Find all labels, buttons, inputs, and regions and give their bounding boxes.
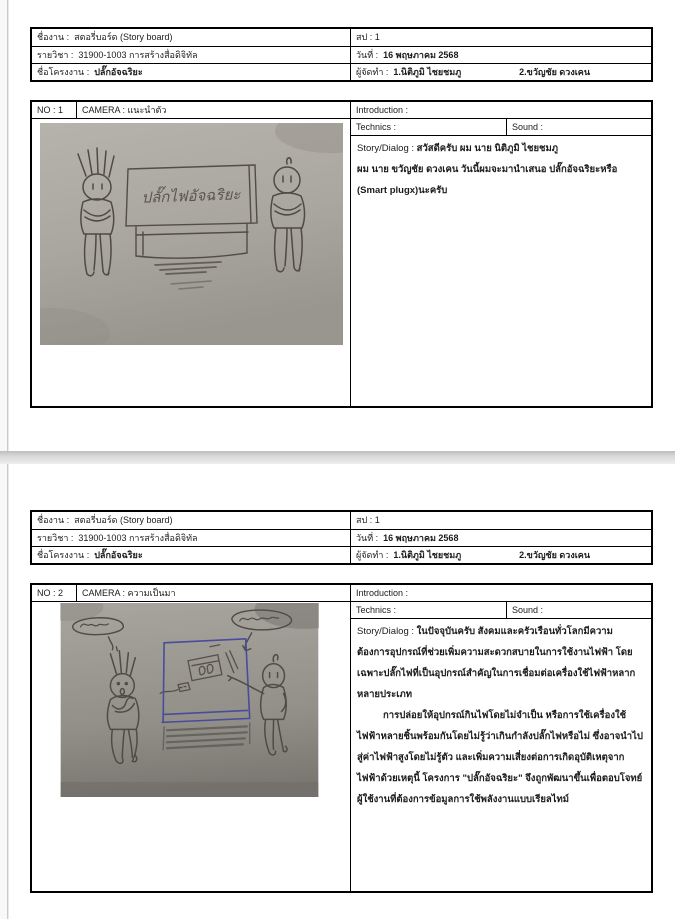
course-value: 31900-1003 การสร้างสื่อดิจิทัล — [78, 50, 198, 60]
date-cell — [351, 530, 651, 546]
dialog-label: Story/Dialog : — [357, 626, 415, 637]
episode-cell: สป : 1 — [356, 515, 380, 525]
dialog-line: ผม นาย ขวัญชัย ดวงเคน วันนี้ผมจะมานำเสนอ ปลั๊กอัจฉริยะหรือ — [357, 164, 618, 175]
episode-cell: สป : 1 — [356, 32, 380, 42]
course-label: รายวิชา : — [37, 50, 74, 60]
info-row-course — [32, 46, 651, 63]
project-value: ปลั๊กอัจฉริยะ — [94, 67, 143, 77]
info-table — [30, 510, 653, 565]
author-2: 2.ขวัญชัย ดวงเคน — [519, 550, 590, 560]
dialog-paragraph — [357, 621, 644, 705]
sketch-cell — [32, 602, 351, 891]
sound-cell: Sound : — [507, 602, 651, 619]
shot-number-cell: NO : 2 — [32, 585, 77, 602]
sketch-cell — [32, 119, 351, 406]
dialog-text: สวัสดีครับ ผม นาย นิติภูมิ ไชยชมภู — [416, 143, 558, 154]
project-cell — [32, 547, 351, 563]
dialog-cell — [351, 619, 651, 891]
technics-cell: Technics : — [351, 602, 507, 619]
dialog-cell — [351, 136, 651, 406]
camera-cell: CAMERA : ความเป็นมา — [77, 585, 351, 602]
date-cell — [351, 47, 651, 63]
date-value: 16 พฤษภาคม 2568 — [383, 533, 459, 543]
page-2 — [9, 464, 675, 919]
dialog-paragraph: การปล่อยให้อุปกรณ์กินไฟโดยไม่จำเป็น หรือการใช้เครื่องใช้ไฟฟ้าหลายชิ้นพร้อมกันโดยไม่รู้ว่าเกินกำลังปลั๊กไฟหรือไม่ ซึ่งอาจนำไปสู่ค่าไฟฟ้าสูงโดยไม่รู้ตัว และเพิ่มความเสี่ยงต่อการเกิดอุบัติเหตุจากไฟฟ้าด้วยเหตุนี้ โครงการ "ปลั๊กอัจฉริยะ" จึงถูกพัฒนาขึ้นเพื่อตอบโจทย์ผู้ใช้งานที่ต้องการข้อมูลการใช้พลังงานแบบเรียลไทม์ — [357, 710, 643, 805]
introduction-cell: Introduction : — [351, 102, 651, 119]
project-cell — [32, 64, 351, 80]
author-2: 2.ขวัญชัย ดวงเคน — [519, 67, 590, 77]
project-label: ชื่อโครงงาน : — [37, 550, 90, 560]
project-value: ปลั๊กอัจฉริยะ — [94, 550, 143, 560]
info-row-job — [32, 29, 651, 46]
photo-background — [61, 603, 319, 797]
course-label: รายวิชา : — [37, 533, 74, 543]
info-row-job — [32, 512, 651, 529]
job-name-cell — [32, 29, 351, 46]
info-row-course — [32, 529, 651, 546]
authors-label: ผู้จัดทำ : — [356, 67, 389, 77]
shot-number-cell: NO : 1 — [32, 102, 77, 119]
authors-cell — [351, 547, 651, 563]
technics-cell: Technics : — [351, 119, 507, 136]
whiteboard-handwriting: ปลั๊กไฟอัจฉริยะ — [141, 186, 241, 207]
dialog-line: (Smart plugx)นะครับ — [357, 185, 448, 196]
sketch-photo — [40, 123, 343, 345]
authors-label: ผู้จัดทำ : — [356, 550, 389, 560]
authors-cell — [351, 64, 651, 80]
job-name-value: สตอรี่บอร์ด (Story board) — [74, 32, 173, 42]
job-name-cell — [32, 512, 351, 529]
page-1 — [9, 0, 675, 451]
introduction-cell: Introduction : — [351, 585, 651, 602]
course-value: 31900-1003 การสร้างสื่อดิจิทัล — [78, 533, 198, 543]
author-1: 1.นิติภูมิ ไชยชมภู — [393, 67, 462, 77]
dialog-line — [357, 138, 644, 159]
date-label: วันที่ : — [356, 50, 379, 60]
project-label: ชื่อโครงงาน : — [37, 67, 90, 77]
job-name-value: สตอรี่บอร์ด (Story board) — [74, 515, 173, 525]
course-cell — [32, 530, 351, 546]
job-name-label: ชื่องาน : — [37, 515, 70, 525]
storyboard-table — [30, 583, 653, 893]
job-name-label: ชื่องาน : — [37, 32, 70, 42]
info-row-project — [32, 63, 651, 80]
camera-cell: CAMERA : แนะนำตัว — [77, 102, 351, 119]
page-gap — [0, 451, 675, 464]
dialog-text: ในปัจจุบันครับ สังคมและครัวเรือนทั่วโลกมีความต้องการอุปกรณ์ที่ช่วยเพิ่มความสะดวกสบายในการใช้งานไฟฟ้า โดยเฉพาะปลั๊กไฟที่เป็นอุปกรณ์สำคัญในการเชื่อมต่อเครื่องใช้ไฟฟ้าหลากหลายประเภท — [357, 626, 636, 700]
date-label: วันที่ : — [356, 533, 379, 543]
author-1: 1.นิติภูมิ ไชยชมภู — [393, 550, 462, 560]
dialog-label: Story/Dialog : — [357, 143, 415, 154]
storyboard-table — [30, 100, 653, 408]
info-table — [30, 27, 653, 82]
info-row-project — [32, 546, 651, 563]
sketch-photo — [60, 603, 319, 797]
date-value: 16 พฤษภาคม 2568 — [383, 50, 459, 60]
course-cell — [32, 47, 351, 63]
sound-cell: Sound : — [507, 119, 651, 136]
